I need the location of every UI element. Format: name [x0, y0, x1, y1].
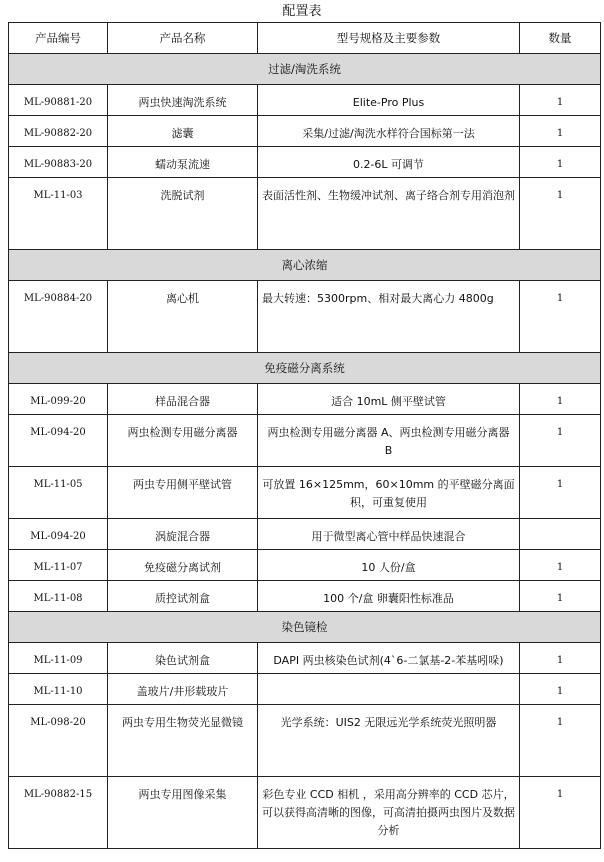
row-name: 染色试剂盒	[108, 643, 258, 674]
section-row	[9, 250, 601, 281]
row-code: ML-094-20	[9, 519, 108, 550]
row-name: 两虫快速淘洗系统	[108, 85, 258, 116]
row-name: 蠕动泵流速	[108, 147, 258, 178]
table-row	[9, 178, 601, 250]
table-row	[9, 467, 601, 519]
row-qty: 1	[520, 581, 601, 612]
row-spec: 两虫检测专用磁分离器 A、两虫检测专用磁分离器 B	[258, 415, 520, 467]
row-spec: 100 个/盒 卵囊阳性标准品	[258, 581, 520, 612]
table-row	[9, 674, 601, 705]
row-code: ML-099-20	[9, 384, 108, 415]
row-name: 两虫专用生物荧光显微镜	[108, 705, 258, 777]
row-name: 样品混合器	[108, 384, 258, 415]
table-row	[9, 147, 601, 178]
table-row	[9, 519, 601, 550]
row-name: 洗脱试剂	[108, 178, 258, 250]
row-spec: 彩色专业 CCD 相机 ，采用高分辨率的 CCD 芯片，可以获得高清晰的图像，可高清拍摄两虫图片及数据分析	[258, 777, 520, 849]
row-code: ML-11-05	[9, 467, 108, 519]
section-row	[9, 353, 601, 384]
row-qty: 1	[520, 178, 601, 250]
row-code: ML-098-20	[9, 705, 108, 777]
table-row	[9, 384, 601, 415]
row-spec: 适合 10mL 侧平壁试管	[258, 384, 520, 415]
row-code: ML-90882-20	[9, 116, 108, 147]
row-name: 免疫磁分离试剂	[108, 550, 258, 581]
row-qty: 1	[520, 705, 601, 777]
section-title: 过滤/淘洗系统	[9, 54, 601, 85]
header-spec: 型号规格及主要参数	[258, 23, 520, 54]
section-row	[9, 612, 601, 643]
table-row	[9, 415, 601, 467]
page-title: 配置表	[282, 4, 322, 19]
row-spec: DAPI 两虫核染色试剂(4`6-二氯基-2-苯基吲哚)	[258, 643, 520, 674]
row-spec: 10 人份/盒	[258, 550, 520, 581]
section-title: 免疫磁分离系统	[9, 353, 601, 384]
table-row	[9, 581, 601, 612]
row-qty: 1	[520, 467, 601, 519]
row-name: 两虫专用图像采集	[108, 777, 258, 849]
table-row	[9, 85, 601, 116]
row-qty: 1	[520, 384, 601, 415]
row-name: 质控试剂盒	[108, 581, 258, 612]
row-qty: 1	[520, 415, 601, 467]
row-spec: Elite-Pro Plus	[258, 85, 520, 116]
table-row	[9, 550, 601, 581]
row-spec: 可放置 16×125mm，60×10mm 的平壁磁分离面积，可重复使用	[258, 467, 520, 519]
config-table	[8, 22, 601, 849]
row-spec: 采集/过滤/淘洗水样符合国标第一法	[258, 116, 520, 147]
row-qty: 1	[520, 116, 601, 147]
row-qty: 1	[520, 674, 601, 705]
row-qty: 1	[520, 85, 601, 116]
row-qty	[520, 519, 601, 550]
row-spec: 用于微型离心管中样品快速混合	[258, 519, 520, 550]
row-qty: 1	[520, 777, 601, 849]
row-name: 离心机	[108, 281, 258, 353]
row-name: 滤囊	[108, 116, 258, 147]
row-code: ML-11-08	[9, 581, 108, 612]
section-title: 离心浓缩	[9, 250, 601, 281]
row-code: ML-094-20	[9, 415, 108, 467]
row-code: ML-11-09	[9, 643, 108, 674]
row-spec: 光学系统：UIS2 无限远光学系统荧光照明器	[258, 705, 520, 777]
row-code: ML-90882-15	[9, 777, 108, 849]
table-row	[9, 643, 601, 674]
row-spec: 表面活性剂、生物缓冲试剂、离子络合剂专用消泡剂	[258, 178, 520, 250]
row-name: 盖玻片/井形载玻片	[108, 674, 258, 705]
table-row	[9, 777, 601, 849]
row-qty: 1	[520, 550, 601, 581]
row-code: ML-11-07	[9, 550, 108, 581]
header-code: 产品编号	[9, 23, 108, 54]
table-row	[9, 705, 601, 777]
row-spec: 0.2-6L 可调节	[258, 147, 520, 178]
row-qty: 1	[520, 643, 601, 674]
row-code: ML-90881-20	[9, 85, 108, 116]
row-code: ML-90884-20	[9, 281, 108, 353]
row-spec: 最大转速：5300rpm、相对最大离心力 4800g	[258, 281, 520, 353]
table-header-row	[9, 23, 601, 54]
row-code: ML-90883-20	[9, 147, 108, 178]
row-qty: 1	[520, 147, 601, 178]
row-code: ML-11-03	[9, 178, 108, 250]
table-row	[9, 116, 601, 147]
section-title: 染色镜检	[9, 612, 601, 643]
row-code: ML-11-10	[9, 674, 108, 705]
row-name: 涡旋混合器	[108, 519, 258, 550]
row-qty: 1	[520, 281, 601, 353]
row-spec	[258, 674, 520, 705]
table-row	[9, 281, 601, 353]
section-row	[9, 54, 601, 85]
header-qty: 数量	[520, 23, 601, 54]
row-name: 两虫检测专用磁分离器	[108, 415, 258, 467]
row-name: 两虫专用侧平壁试管	[108, 467, 258, 519]
header-name: 产品名称	[108, 23, 258, 54]
